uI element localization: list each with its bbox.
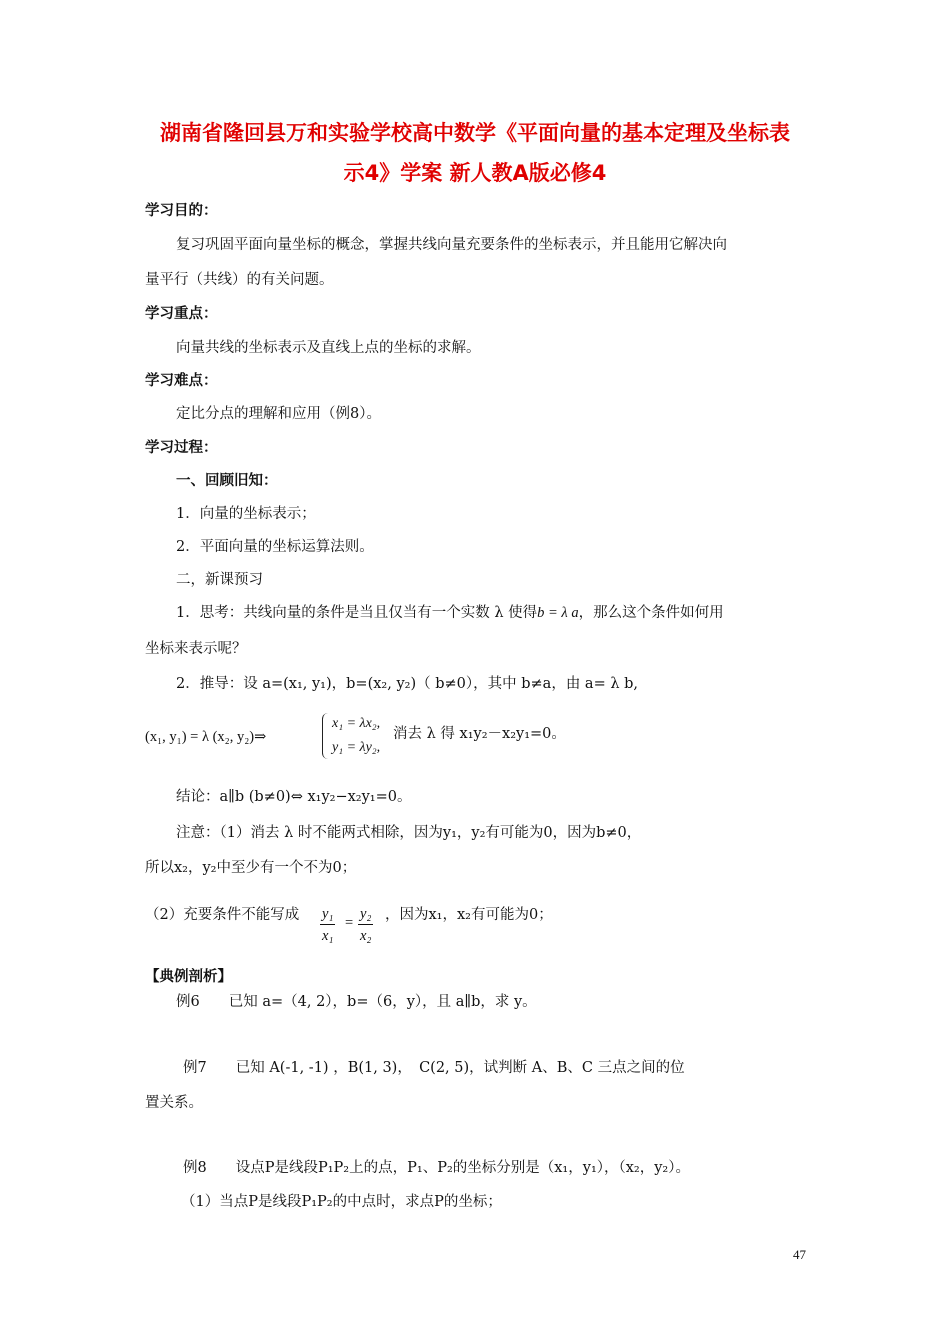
derive-line: 2．推导：设 a=(x₁, y₁)，b=(x₂, y₂)（ b≠0），其中 b≠a，由 a= λ b, [176,676,639,692]
process-heading: 学习过程： [145,440,218,456]
think-line-1-a: 1．思考：共线向量的条件是当且仅当有一个实数 λ 使得 [176,605,538,621]
note-2-text-b: ，因为x₁，x₂有可能为0； [385,907,553,923]
note-2-text-a: （2）充要条件不能写成 [145,907,300,923]
difficulties-heading: 学习难点： [145,373,218,389]
system-lhs: (x₁, y₁) = λ (x₂, y₂)⇒ [145,729,267,745]
fraction-1-numerator: y₁ [320,904,335,925]
think-line-1 [176,602,724,624]
system-rhs: 消去 λ 得 x₁y₂－x₂y₁=0。 [393,726,566,742]
difficulties-text: 定比分点的理解和应用（例8）。 [176,406,381,422]
example-8-line-2: （1）当点P是线段P₁P₂的中点时，求点P的坐标； [181,1194,502,1210]
fraction-2-denominator: x₂ [360,928,372,944]
review-item-2: 2．平面向量的坐标运算法则。 [176,539,374,555]
doc-title-line1: 湖南省隆回县万和实验学校高中数学《平面向量的基本定理及坐标表 [160,121,790,145]
system-equation-2: y₁ = λy₂, [332,740,381,755]
fraction-2-numerator: y₂ [358,904,373,925]
think-line-2: 坐标来表示呢？ [145,641,247,657]
key-points-heading: 学习重点： [145,306,218,322]
key-points-text: 向量共线的坐标表示及直线上点的坐标的求解。 [176,340,481,356]
fraction-equals: = [345,915,354,931]
system-brace [322,713,330,759]
equation-system [322,713,402,763]
think-line-1-b: ，那么这个条件如何用 [578,605,724,621]
review-heading: 一、回顾旧知： [176,473,278,489]
think-line-1-formula: b = λ a [537,605,579,621]
review-item-1: 1．向量的坐标表示； [176,506,316,522]
objectives-text-line2: 量平行（共线）的有关问题。 [145,272,334,288]
note-1-line-1: 注意：（1）消去 λ 时不能两式相除，因为y₁，y₂有可能为0，因为b≠0， [176,825,642,841]
note-1-line-2: 所以x₂，y₂中至少有一个不为0； [145,860,357,876]
preview-heading: 二，新课预习 [176,572,263,588]
page-number: 47 [793,1247,806,1262]
objectives-text-line1: 复习巩固平面向量坐标的概念，掌握共线向量充要条件的坐标表示，并且能用它解决向 [176,237,727,253]
fraction-1-denominator: x₁ [322,928,334,944]
doc-title-line2: 示4》学案 新人教A版必修4 [343,161,607,185]
example-6: 例6 已知 a=（4, 2），b=（6，y），且 a∥b，求 y。 [176,994,537,1010]
example-8-line-1: 例8 设点P是线段P₁P₂上的点，P₁、P₂的坐标分别是（x₁，y₁），（x₂，y₂）。 [183,1160,690,1176]
example-7-line-2: 置关系。 [145,1095,203,1111]
objectives-heading: 学习目的： [145,203,218,219]
example-7-line-1: 例7 已知 A(-1, -1) ，B(1, 3)， C(2, 5)，试判断 A、B、C 三点之间的位 [183,1060,685,1076]
fraction-y1-x1 [320,904,335,947]
examples-heading: 【典例剖析】 [145,969,232,985]
fraction-y2-x2 [358,904,373,947]
system-equation-1: x₁ = λx₂, [332,716,381,731]
conclusion-line: 结论：a∥b (b≠0)⇔ x₁y₂−x₂y₁=0。 [176,789,412,805]
